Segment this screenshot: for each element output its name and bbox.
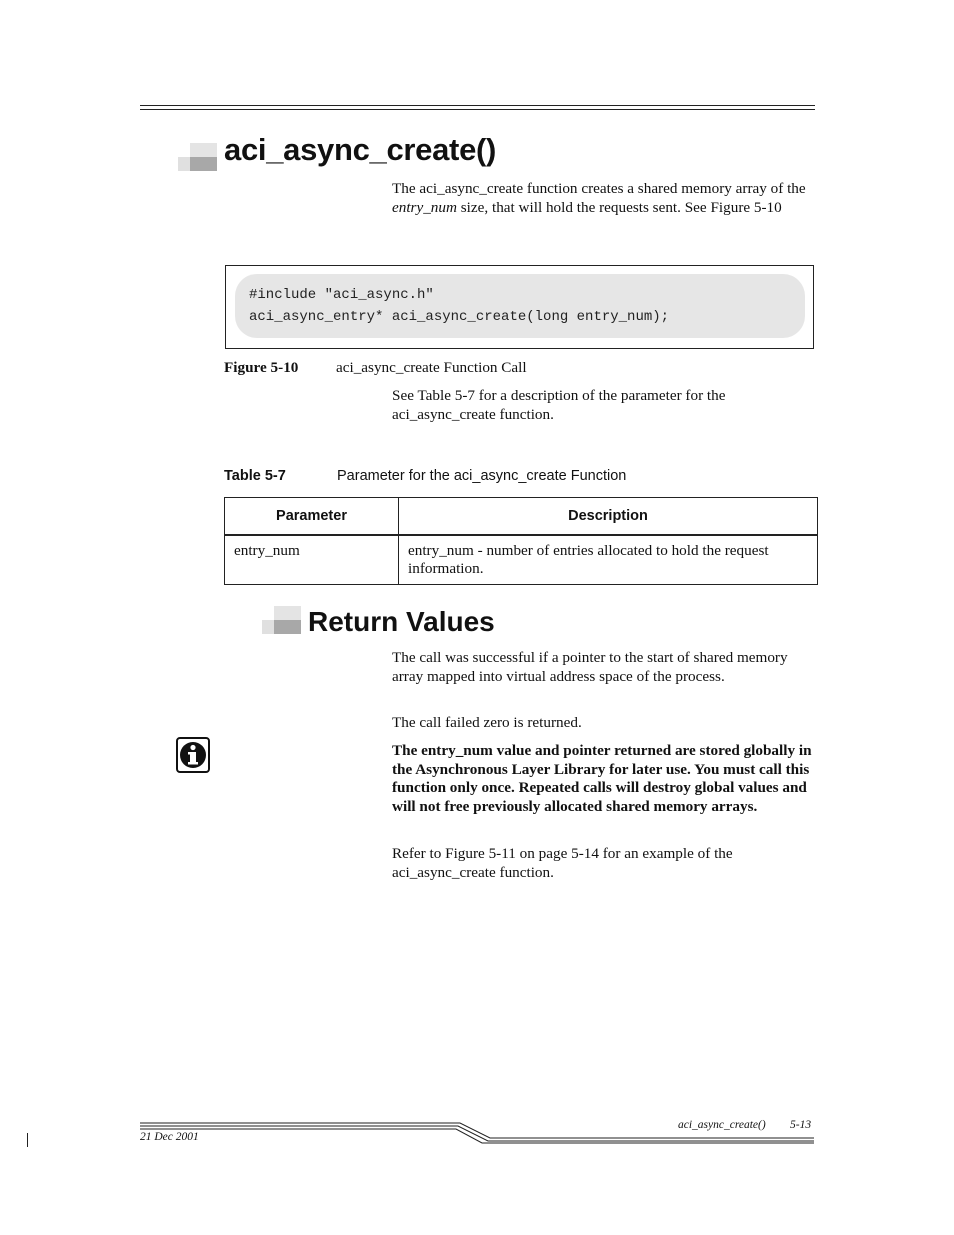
intro-text-end: size, that will hold the requests sent. See Figure 5-10	[456, 198, 782, 216]
parameter-table	[224, 497, 818, 585]
header-rule-top	[140, 105, 815, 106]
footer-date: 21 Dec 2001	[140, 1131, 199, 1143]
table-cell-description: entry_num - number of entries allocated to hold the request information.	[399, 535, 818, 585]
footer-running-title: aci_async_create()	[678, 1119, 766, 1131]
table-label: Table 5-7	[224, 468, 286, 484]
header-rule-bottom	[140, 109, 815, 110]
see-table-paragraph: See Table 5-7 for a description of the parameter for the aci_async_create function.	[392, 387, 726, 423]
code-figure-box	[225, 265, 814, 349]
return-failure-paragraph: The call failed zero is returned.	[392, 714, 582, 731]
table-caption: Parameter for the aci_async_create Function	[337, 468, 627, 484]
figure-label: Figure 5-10	[224, 359, 299, 376]
heading-block-icon	[178, 143, 218, 171]
info-icon	[176, 737, 210, 773]
intro-paragraph	[392, 180, 817, 217]
change-bar	[27, 1133, 28, 1147]
intro-emphasis: entry_num	[392, 198, 457, 216]
footer-page-number: 5-13	[790, 1119, 812, 1131]
subheading-block-icon	[262, 606, 302, 634]
table-header-row	[225, 498, 818, 536]
page-title: aci_async_create()	[224, 132, 497, 167]
code-background	[235, 274, 805, 338]
table-cell-parameter: entry_num	[225, 535, 399, 585]
code-line-signature: aci_async_entry* aci_async_create(long entry_num);	[249, 309, 670, 325]
footer-rules	[138, 1120, 818, 1144]
table-header-description: Description	[399, 498, 818, 536]
return-success-paragraph: The call was successful if a pointer to the start of shared memory array mapped into virtual address space of the process.	[392, 649, 788, 685]
figure-caption: aci_async_create Function Call	[336, 359, 527, 376]
code-line-include: #include "aci_async.h"	[249, 287, 434, 303]
refer-paragraph: Refer to Figure 5-11 on page 5-14 for an example of the aci_async_create function.	[392, 845, 733, 881]
table-header-parameter: Parameter	[225, 498, 399, 536]
table-row	[225, 535, 818, 585]
note-paragraph: The entry_num value and pointer returned are stored globally in the Asynchronous Layer Library for later use. You must call this function only once. Repeated calls will destroy global values and will not free previously allocated shared memory arrays.	[392, 742, 812, 815]
return-values-heading: Return Values	[308, 606, 495, 637]
intro-text-start: The aci_async_create function creates a shared memory array of the	[392, 180, 806, 197]
